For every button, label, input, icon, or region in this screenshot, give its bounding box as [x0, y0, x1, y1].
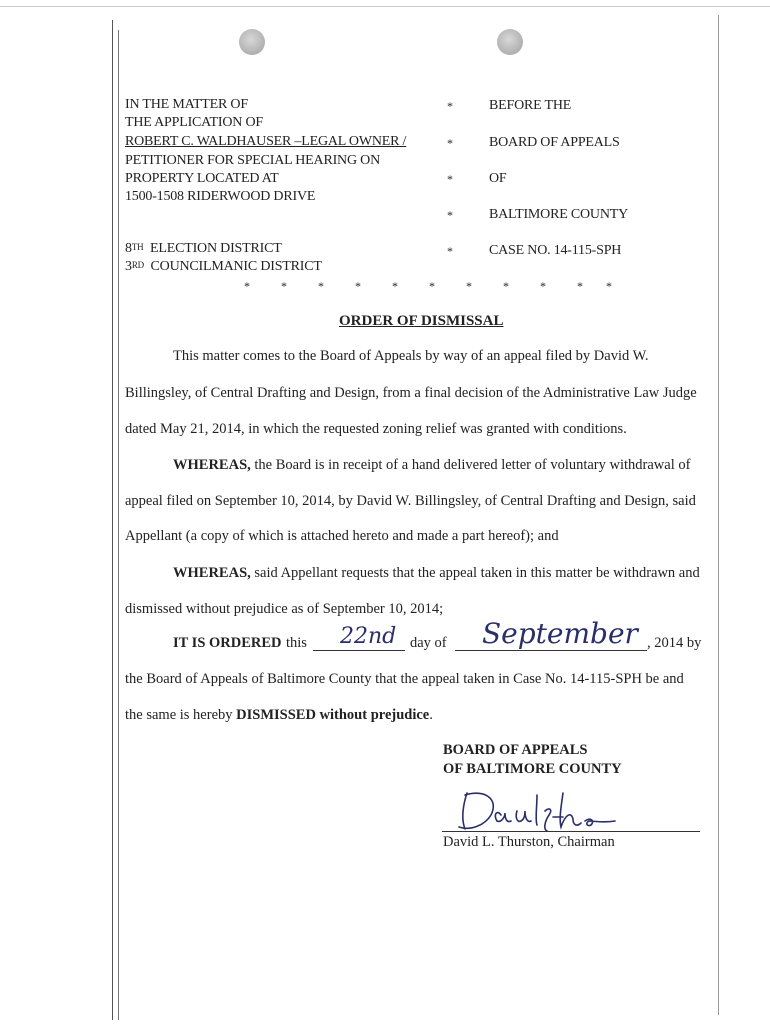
- whereas-label: WHEREAS,: [173, 565, 251, 581]
- caption-line-6: 1500-1508 RIDERWOOD DRIVE: [125, 189, 316, 204]
- order-lead: IT IS ORDERED: [173, 635, 282, 651]
- para1-line3: dated May 21, 2014, in which the requested zoning relief was granted with conditions.: [125, 421, 627, 437]
- punch-hole-left: [239, 29, 265, 55]
- handwritten-month: September: [482, 617, 638, 650]
- divider-star: *: [503, 279, 509, 293]
- caption-star: *: [447, 208, 453, 222]
- caption-line-4: PETITIONER FOR SPECIAL HEARING ON: [125, 153, 380, 168]
- caption-right-2: BOARD OF APPEALS: [489, 135, 620, 150]
- month-blank-line: [455, 650, 647, 651]
- para1-line2: Billingsley, of Central Drafting and Design, from a final decision of the Administrative Law Judge: [125, 385, 697, 401]
- document-title: ORDER OF DISMISSAL: [339, 313, 504, 329]
- caption-line-5: PROPERTY LOCATED AT: [125, 171, 279, 186]
- margin-rule-right: [718, 15, 719, 1015]
- para1-line1: This matter comes to the Board of Appeals by way of an appeal filed by David W.: [173, 348, 649, 364]
- para2-line2: appeal filed on September 10, 2014, by David W. Billingsley, of Central Drafting and Design, said: [125, 493, 696, 509]
- caption-star: *: [447, 244, 453, 258]
- caption-line-2: THE APPLICATION OF: [125, 115, 263, 130]
- divider-star: *: [392, 279, 398, 293]
- divider-star: *: [281, 279, 287, 293]
- signer-name: David L. Thurston, Chairman: [443, 834, 615, 850]
- para2-line1: WHEREAS, the Board is in receipt of a hand delivered letter of voluntary withdrawal of: [173, 457, 691, 473]
- signature-line: [442, 831, 700, 832]
- election-district: 8TH ELECTION DISTRICT: [125, 241, 282, 256]
- caption-line-1: IN THE MATTER OF: [125, 97, 248, 112]
- divider-star: *: [606, 279, 612, 293]
- board-name-line1: BOARD OF APPEALS: [443, 742, 588, 758]
- signature-image: [445, 785, 625, 835]
- order-day-of: day of: [410, 635, 447, 651]
- margin-rule-left-inner: [118, 30, 119, 1020]
- divider-star: *: [318, 279, 324, 293]
- caption-star: *: [447, 172, 453, 186]
- order-year: , 2014 by: [647, 635, 702, 651]
- board-name-line2: OF BALTIMORE COUNTY: [443, 761, 622, 777]
- divider-star: *: [355, 279, 361, 293]
- caption-right-1: BEFORE THE: [489, 98, 572, 113]
- caption-star: *: [447, 136, 453, 150]
- councilmanic-district: 3RD COUNCILMANIC DISTRICT: [125, 259, 322, 274]
- para3-line1: WHEREAS, said Appellant requests that the appeal taken in this matter be withdrawn and: [173, 565, 700, 581]
- divider-star: *: [540, 279, 546, 293]
- day-blank-line: [313, 650, 405, 651]
- divider-star: *: [466, 279, 472, 293]
- divider-star: *: [429, 279, 435, 293]
- order-line3: the same is hereby DISMISSED without prejudice.: [125, 707, 433, 723]
- divider-star: *: [244, 279, 250, 293]
- margin-rule-left: [112, 20, 113, 1020]
- order-this: this: [286, 635, 307, 651]
- scan-top-edge: [0, 6, 770, 7]
- para2-line3: Appellant (a copy of which is attached hereto and made a part hereof); and: [125, 528, 559, 544]
- caption-line-3: ROBERT C. WALDHAUSER –LEGAL OWNER /: [125, 134, 407, 149]
- order-line2: the Board of Appeals of Baltimore County that the appeal taken in Case No. 14-115-SPH be and: [125, 671, 684, 687]
- handwritten-day: 22nd: [340, 624, 397, 649]
- whereas-label: WHEREAS,: [173, 457, 251, 473]
- para3-line2: dismissed without prejudice as of September 10, 2014;: [125, 601, 444, 617]
- caption-star: *: [447, 99, 453, 113]
- dismissed-label: DISMISSED without prejudice: [236, 707, 430, 723]
- caption-right-3: OF: [489, 171, 507, 186]
- punch-hole-right: [497, 29, 523, 55]
- caption-right-4: BALTIMORE COUNTY: [489, 207, 629, 222]
- caption-right-5: CASE NO. 14-115-SPH: [489, 243, 622, 258]
- divider-star: *: [577, 279, 583, 293]
